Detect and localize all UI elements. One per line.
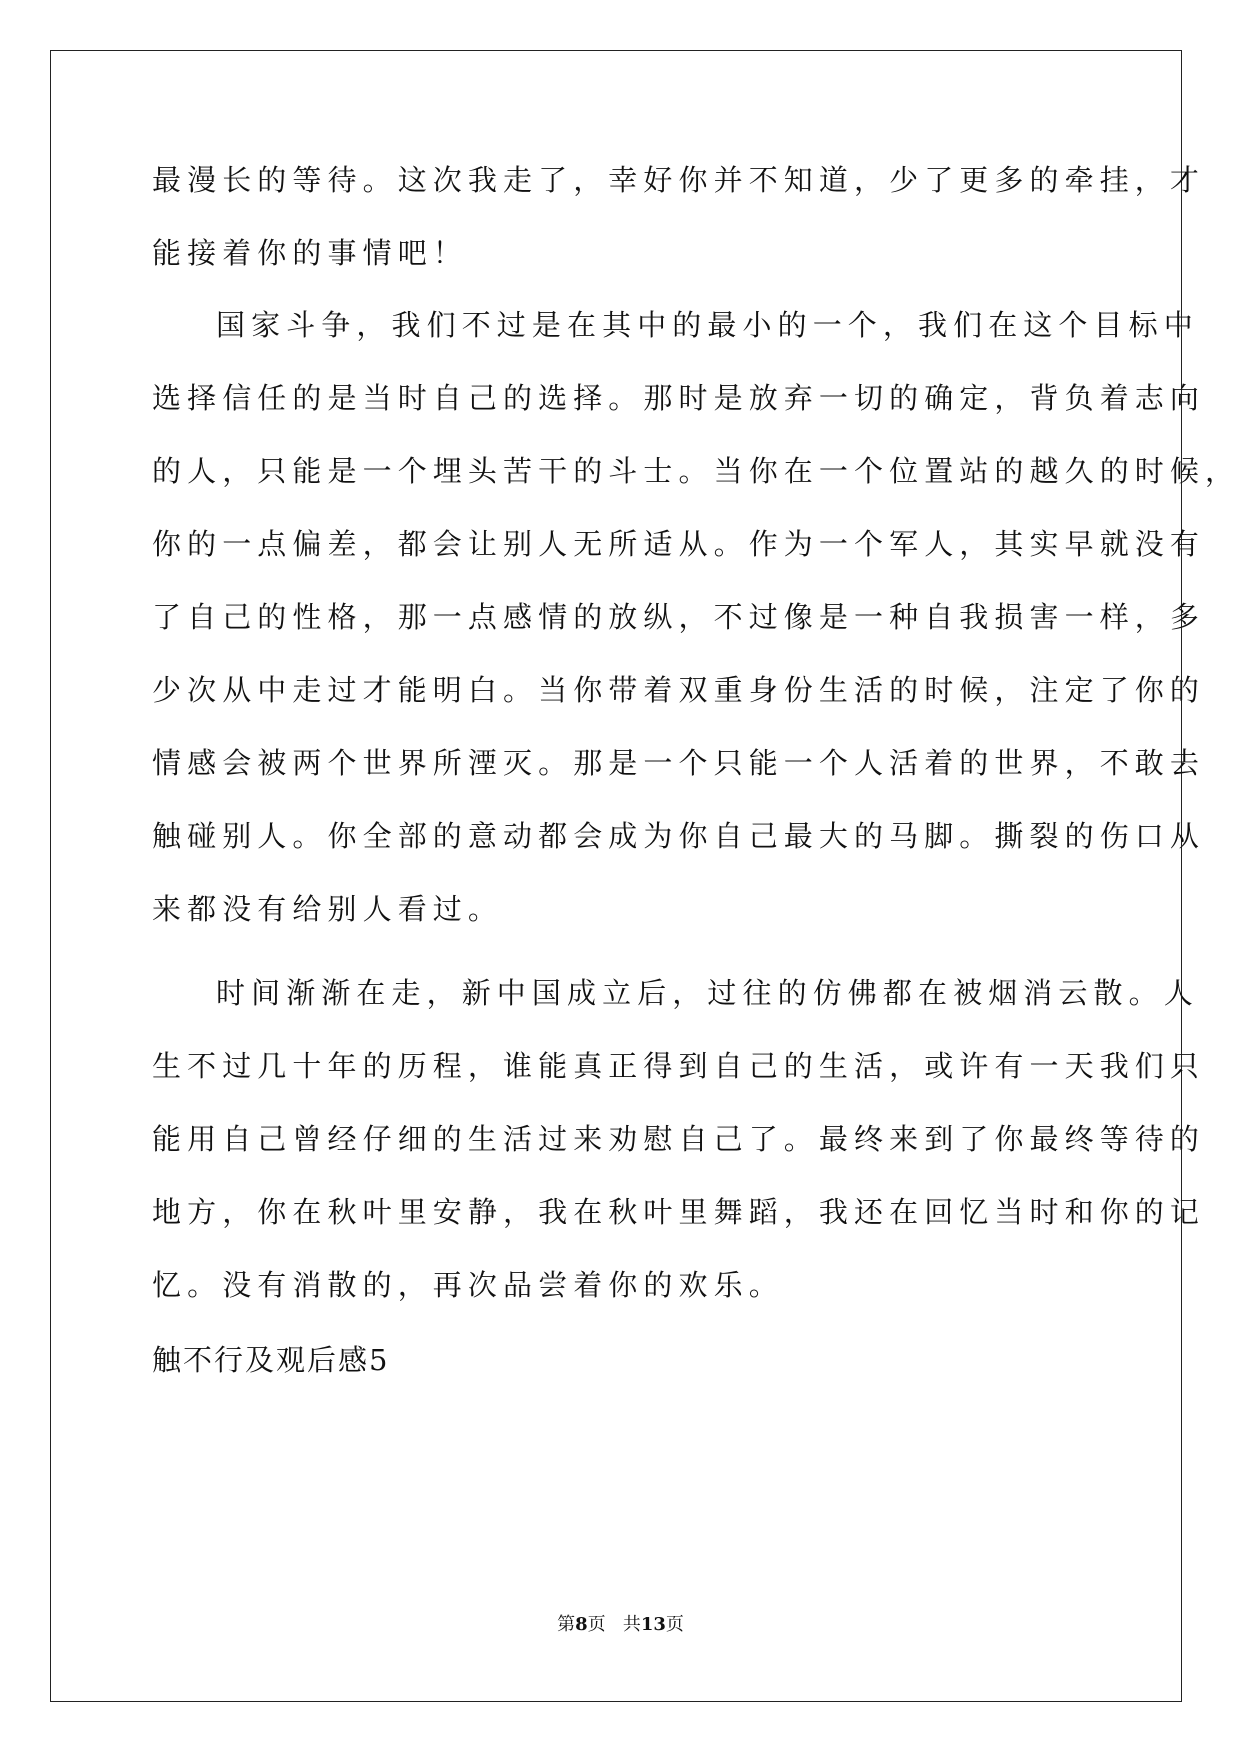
text-line: 忆。没有消散的，再次品尝着你的欢乐。	[152, 1268, 784, 1302]
page-border	[50, 50, 1182, 1702]
footer-total-prefix: 共	[622, 1614, 641, 1635]
footer-prefix: 第	[557, 1614, 576, 1635]
text-line: 的人，只能是一个埋头苦干的斗士。当你在一个位置站的越久的时候，	[152, 454, 1241, 488]
section-heading: 触不行及观后感5	[152, 1343, 390, 1377]
text-line: 选择信任的是当时自己的选择。那时是放弃一切的确定，背负着志向	[152, 381, 1206, 415]
text-line: 国家斗争，我们不过是在其中的最小的一个，我们在这个目标中	[216, 308, 1199, 342]
text-line: 少次从中走过才能明白。当你带着双重身份生活的时候，注定了你的	[152, 673, 1206, 707]
footer-total-suffix: 页	[665, 1614, 684, 1635]
text-line: 能用自己曾经仔细的生活过来劝慰自己了。最终来到了你最终等待的	[152, 1122, 1206, 1156]
footer-page-suffix: 页	[587, 1614, 606, 1635]
text-line: 情感会被两个世界所湮灭。那是一个只能一个人活着的世界，不敢去	[152, 746, 1206, 780]
text-line: 来都没有给别人看过。	[152, 892, 504, 926]
page-footer	[0, 1613, 1241, 1637]
current-page-number: 8	[575, 1614, 588, 1635]
text-line: 能接着你的事情吧！	[152, 236, 468, 270]
text-line: 最漫长的等待。这次我走了，幸好你并不知道，少了更多的牵挂，才	[152, 163, 1206, 197]
text-line: 了自己的性格，那一点感情的放纵，不过像是一种自我损害一样，多	[152, 600, 1206, 634]
text-line: 你的一点偏差，都会让别人无所适从。作为一个军人，其实早就没有	[152, 527, 1206, 561]
text-line: 生不过几十年的历程，谁能真正得到自己的生活，或许有一天我们只	[152, 1049, 1206, 1083]
total-pages-number: 13	[640, 1614, 666, 1635]
text-line: 时间渐渐在走，新中国成立后，过往的仿佛都在被烟消云散。人	[216, 976, 1199, 1010]
text-line: 地方，你在秋叶里安静，我在秋叶里舞蹈，我还在回忆当时和你的记	[152, 1195, 1206, 1229]
text-line: 触碰别人。你全部的意动都会成为你自己最大的马脚。撕裂的伤口从	[152, 819, 1206, 853]
